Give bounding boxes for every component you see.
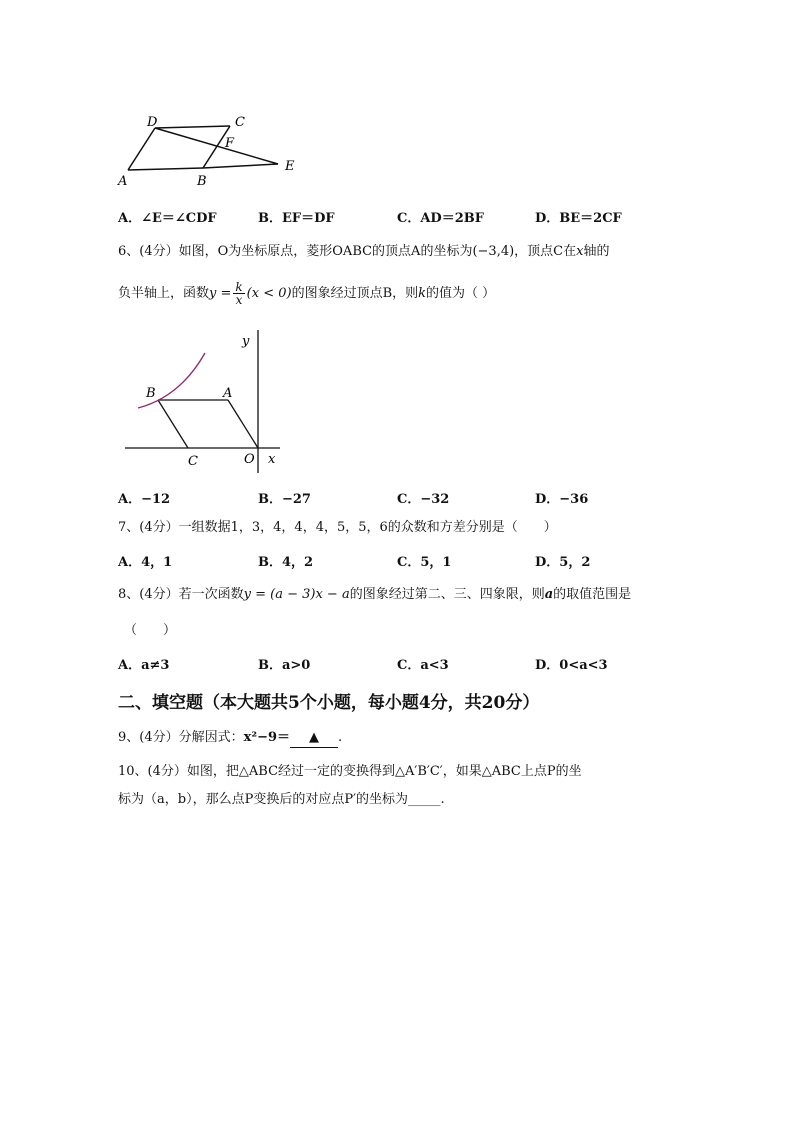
- q7-option-c: C．5，1: [397, 555, 452, 570]
- parallelogram-figure: [110, 110, 310, 190]
- label-c: C: [235, 115, 245, 130]
- k-over-x-fraction: $\frac{k}{x}$: [235, 280, 243, 307]
- q6-line1: 6、(4分）如图，O为坐标原点，菱形OABC的顶点A的坐标为(−3,4)，顶点C在x轴的: [118, 244, 610, 259]
- q7-option-a: A．4，1: [118, 555, 173, 570]
- label-e: E: [285, 159, 295, 174]
- q7-option-d: D．5，2: [535, 555, 591, 570]
- label-f: F: [225, 136, 235, 151]
- q8-option-d: D．0<a<3: [535, 658, 608, 673]
- q6-option-c: C．−32: [397, 492, 450, 507]
- q8-line1: 8、(4分）若一次函数y = (a − 3)x − a的图象经过第二、三、四象限，则a的取值范围是: [118, 587, 632, 602]
- label-d: D: [147, 115, 158, 130]
- q5-option-a: A．∠E＝∠CDF: [118, 211, 217, 226]
- q8-line2: （ ）: [124, 623, 177, 638]
- q6-line2: 负半轴上，函数y = $\frac{k}{x}$ (x < 0)的图象经过顶点B，则k的值为（ ）: [118, 280, 496, 307]
- label-a: A: [118, 174, 128, 189]
- q8-option-c: C．a<3: [397, 658, 449, 673]
- section-heading: 二、填空题（本大题共5个小题，每小题4分，共20分）: [118, 693, 540, 713]
- label-y: y: [242, 334, 250, 349]
- q7-text: 7、(4分）一组数据1，3，4，4，4，5，5，6的众数和方差分别是（ ）: [118, 520, 557, 535]
- label-x: x: [268, 452, 276, 467]
- label-a2: A: [223, 386, 233, 401]
- q6-option-b: B．−27: [258, 492, 311, 507]
- q5-option-b: B．EF＝DF: [258, 211, 335, 226]
- q7-option-b: B．4，2: [258, 555, 314, 570]
- q10-line2: 标为（a，b），那么点P变换后的对应点P′的坐标为_____.: [118, 792, 445, 807]
- q9-text: 9、(4分）分解因式：x²−9＝ ▲ .: [118, 729, 342, 748]
- q5-option-d: D．BE＝2CF: [535, 211, 622, 226]
- label-c2: C: [188, 454, 198, 469]
- q6-option-a: A．−12: [118, 492, 171, 507]
- q8-option-a: A．a≠3: [118, 658, 170, 673]
- q6-option-d: D．−36: [535, 492, 589, 507]
- q8-option-b: B．a>0: [258, 658, 311, 673]
- label-o: O: [244, 452, 255, 467]
- q5-option-c: C．AD＝2BF: [397, 211, 484, 226]
- label-b: B: [197, 174, 207, 189]
- label-b2: B: [146, 386, 156, 401]
- answer-blank: ▲: [290, 729, 338, 748]
- rhombus-coordinate-figure: [120, 325, 290, 475]
- q10-line1: 10、(4分）如图，把△ABC经过一定的变换得到△A′B′C′，如果△ABC上点P的坐: [118, 764, 582, 779]
